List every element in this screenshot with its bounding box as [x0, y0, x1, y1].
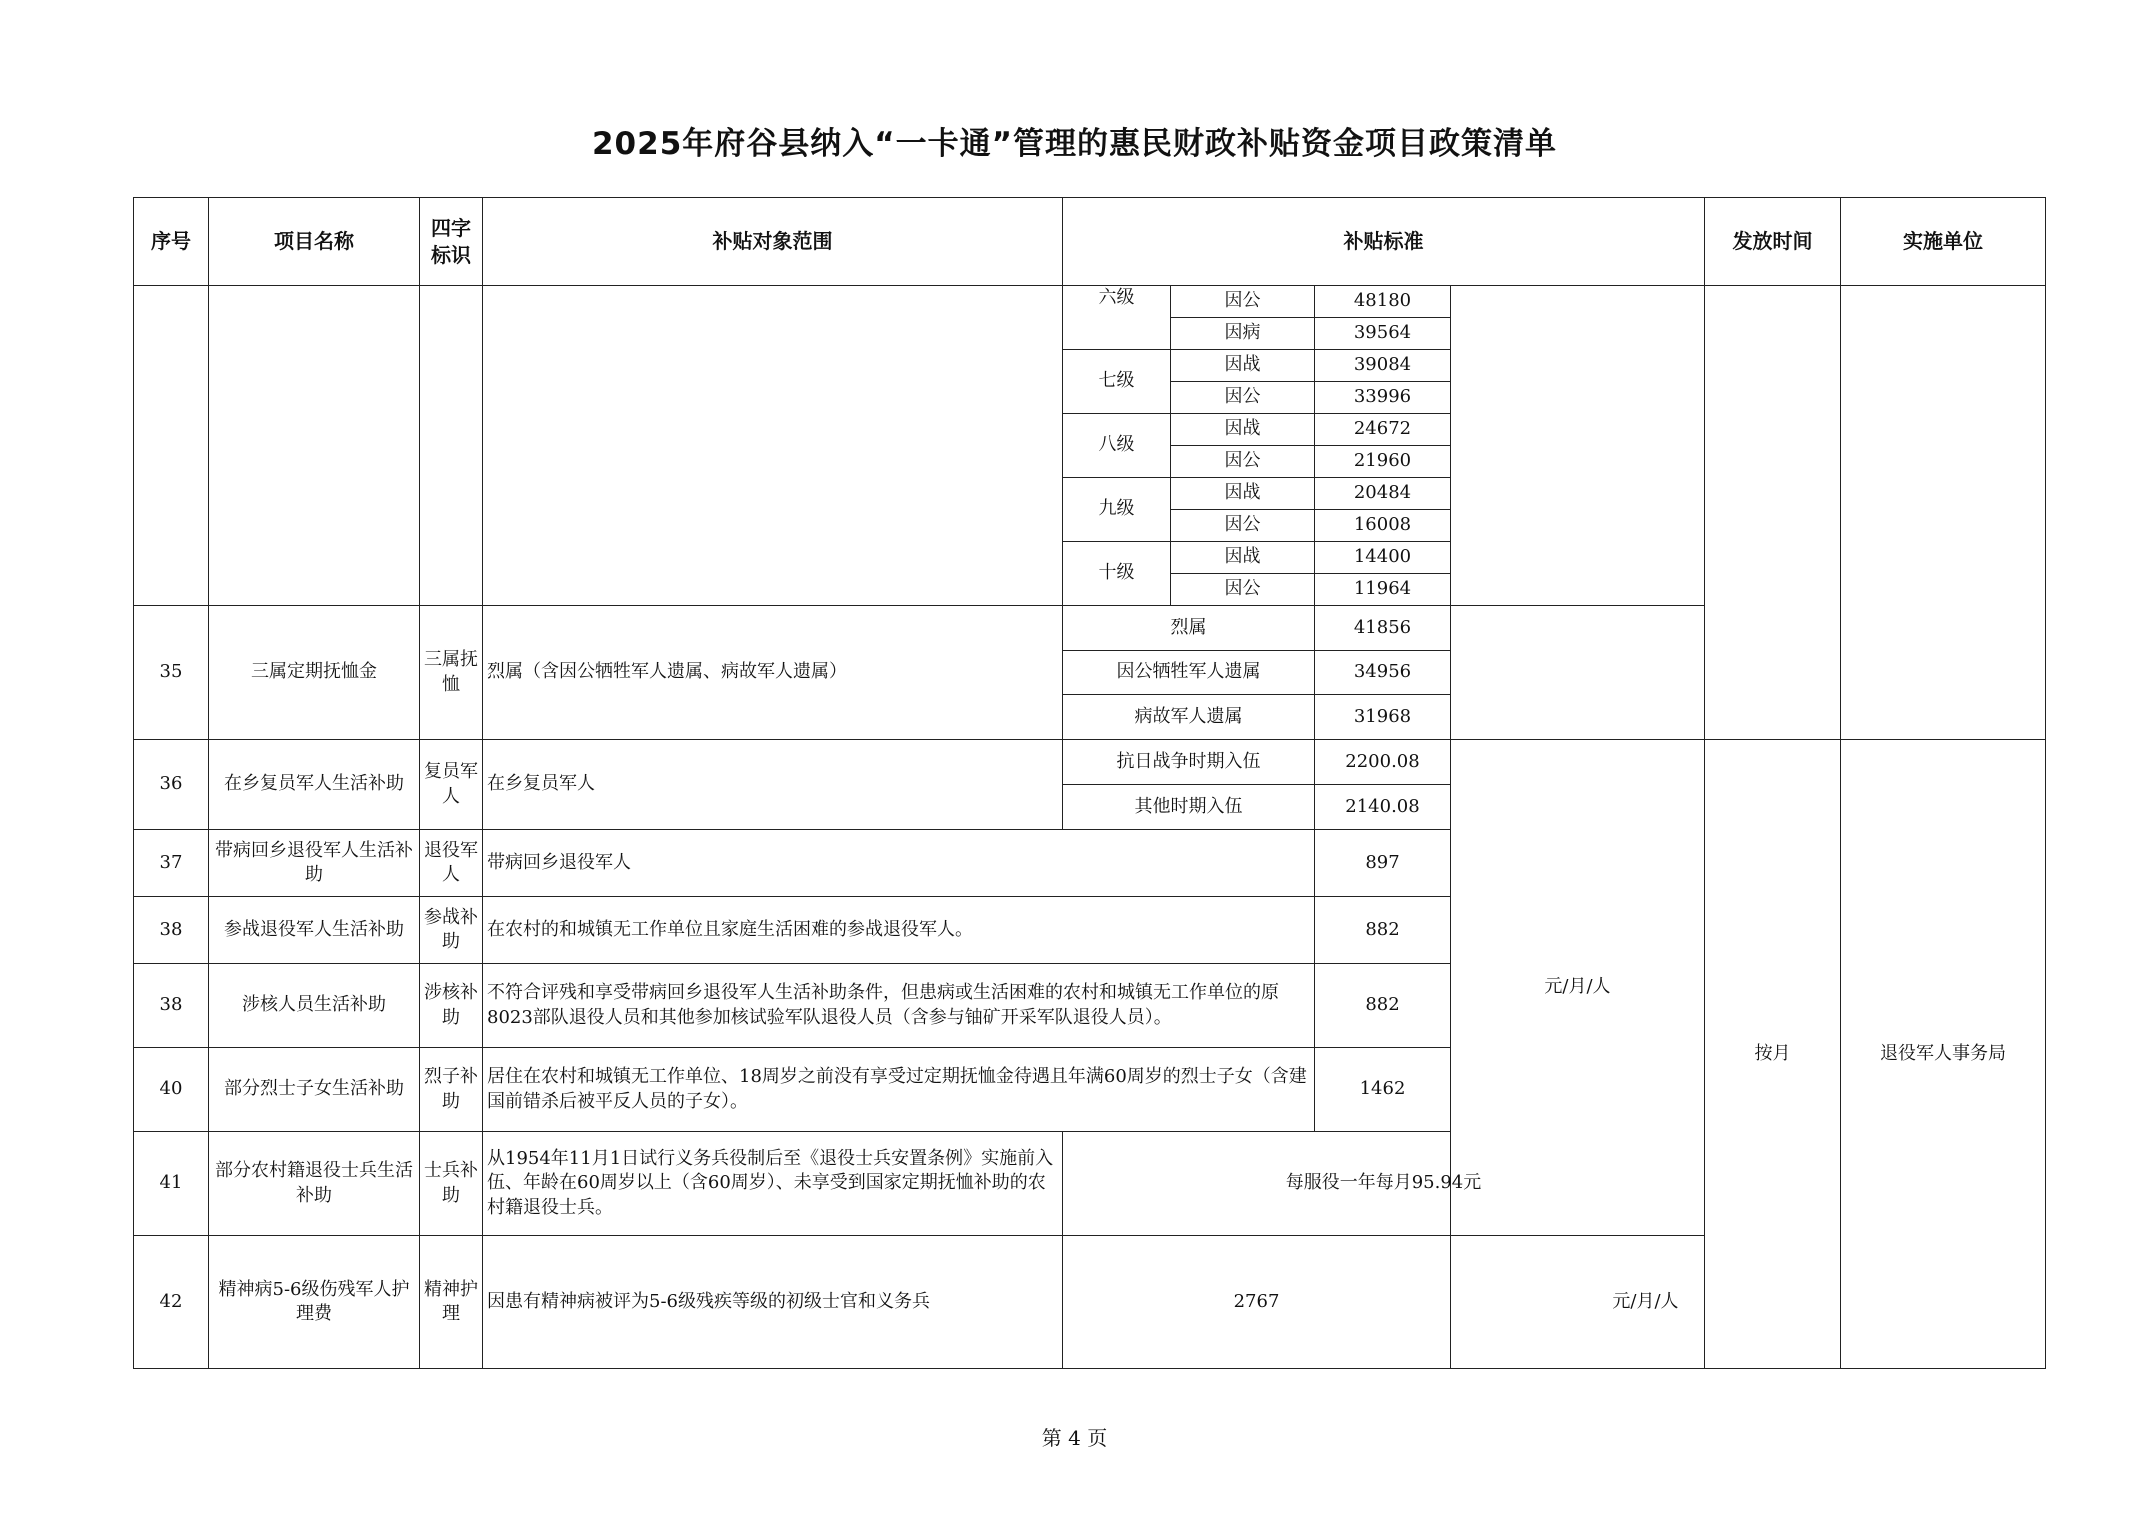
- row-scope: 因患有精神病被评为5-6级残疾等级的初级士官和义务兵: [483, 1236, 1063, 1369]
- row-scope: 不符合评残和享受带病回乡退役军人生活补助条件，但患病或生活困难的农村和城镇无工作单位的原8023部队退役人员和其他参加核试验军队退役人员（含参与铀矿开采军队退役人员）。: [483, 964, 1315, 1048]
- row-seq: 38: [134, 897, 209, 964]
- grade-type: 因战: [1171, 542, 1315, 574]
- row-name: 部分农村籍退役士兵生活补助: [209, 1132, 420, 1236]
- item-amount: 31968: [1315, 695, 1451, 740]
- row-amount: 2767: [1063, 1236, 1451, 1369]
- grade-type: 因公: [1171, 382, 1315, 414]
- row-amount: 882: [1315, 964, 1451, 1048]
- row-tag: 涉核补助: [420, 964, 483, 1048]
- header-time: 发放时间: [1705, 198, 1841, 286]
- grade-type: 因公: [1171, 510, 1315, 542]
- grade-label: 八级: [1063, 414, 1171, 478]
- row-name: 精神病5-6级伤残军人护理费: [209, 1236, 420, 1369]
- cont-seq-cell: [134, 286, 209, 606]
- grade-amount: 20484: [1315, 478, 1451, 510]
- page-number: 第 4 页: [1041, 1426, 1108, 1450]
- row-amount: 882: [1315, 897, 1451, 964]
- header-seq: 序号: [134, 198, 209, 286]
- grade-label: 十级: [1063, 542, 1171, 606]
- row-name: 部分烈士子女生活补助: [209, 1048, 420, 1132]
- grade-label: 六级: [1063, 286, 1171, 350]
- item-label: 抗日战争时期入伍: [1063, 740, 1315, 785]
- row-name: 带病回乡退役军人生活补助: [209, 830, 420, 897]
- row-seq: 36: [134, 740, 209, 830]
- grade-amount: 14400: [1315, 542, 1451, 574]
- row-scope: 从1954年11月1日试行义务兵役制后至《退役士兵安置条例》实施前入伍、年龄在60周岁以上（含60周岁）、未享受到国家定期抚恤补助的农村籍退役士兵。: [483, 1132, 1063, 1236]
- grade-amount: 48180: [1315, 286, 1451, 318]
- header-tag: 四字标识: [420, 198, 483, 286]
- row-tag: 三属抚恤: [420, 606, 483, 740]
- item-label: 其他时期入伍: [1063, 785, 1315, 830]
- item-label: 因公牺牲军人遗属: [1063, 651, 1315, 695]
- table-row: [134, 286, 2046, 318]
- grade-type: 因公: [1171, 446, 1315, 478]
- row-tag: 士兵补助: [420, 1132, 483, 1236]
- cont-tag-cell: [420, 286, 483, 606]
- grade-amount: 21960: [1315, 446, 1451, 478]
- table-row: [134, 1236, 2046, 1369]
- item-label: 烈属: [1063, 606, 1315, 651]
- grade-type: 因战: [1171, 414, 1315, 446]
- row-seq: 40: [134, 1048, 209, 1132]
- row-scope: 在农村的和城镇无工作单位且家庭生活困难的参战退役军人。: [483, 897, 1315, 964]
- cont-time-cell: [1705, 286, 1841, 740]
- header-scope: 补贴对象范围: [483, 198, 1063, 286]
- row-tag: 烈子补助: [420, 1048, 483, 1132]
- row-name: 涉核人员生活补助: [209, 964, 420, 1048]
- grade-amount: 39084: [1315, 350, 1451, 382]
- row-scope: 烈属（含因公牺牲军人遗属、病故军人遗属）: [483, 606, 1063, 740]
- row-name: 在乡复员军人生活补助: [209, 740, 420, 830]
- group-unit: 元/月/人: [1451, 740, 1705, 1236]
- grade-label: 九级: [1063, 478, 1171, 542]
- page-title: 2025年府谷县纳入“一卡通”管理的惠民财政补贴资金项目政策清单: [591, 126, 1558, 162]
- grade-amount: 24672: [1315, 414, 1451, 446]
- group-time: 按月: [1705, 740, 1841, 1369]
- group-agency: 退役军人事务局: [1841, 740, 2046, 1369]
- row-tag: 精神护理: [420, 1236, 483, 1369]
- grade-type: 因病: [1171, 318, 1315, 350]
- row-scope: 带病回乡退役军人: [483, 830, 1315, 897]
- grade-amount: 11964: [1315, 574, 1451, 606]
- cont-name-cell: [209, 286, 420, 606]
- row-seq: 35: [134, 606, 209, 740]
- row-name: 三属定期抚恤金: [209, 606, 420, 740]
- header-row: [134, 198, 2046, 286]
- grade-type: 因战: [1171, 350, 1315, 382]
- grade-type: 因战: [1171, 478, 1315, 510]
- header-standard: 补贴标准: [1063, 198, 1705, 286]
- row-amount: 897: [1315, 830, 1451, 897]
- cont-unit-cell: [1451, 286, 1705, 606]
- row-tag: 参战补助: [420, 897, 483, 964]
- row-tag: 退役军人: [420, 830, 483, 897]
- cont-agency-cell: [1841, 286, 2046, 740]
- row-seq: 42: [134, 1236, 209, 1369]
- row-seq: 41: [134, 1132, 209, 1236]
- row-scope: 居住在农村和城镇无工作单位、18周岁之前没有享受过定期抚恤金待遇且年满60周岁的烈士子女（含建国前错杀后被平反人员的子女）。: [483, 1048, 1315, 1132]
- grade-label: 七级: [1063, 350, 1171, 414]
- grade-amount: 16008: [1315, 510, 1451, 542]
- item-amount: 41856: [1315, 606, 1451, 651]
- item-label: 病故军人遗属: [1063, 695, 1315, 740]
- grade-amount: 39564: [1315, 318, 1451, 350]
- policy-table: [133, 197, 2046, 1369]
- r35-unit-cell: [1451, 606, 1705, 740]
- row-name: 参战退役军人生活补助: [209, 897, 420, 964]
- row-seq: 37: [134, 830, 209, 897]
- grade-amount: 33996: [1315, 382, 1451, 414]
- header-name: 项目名称: [209, 198, 420, 286]
- table-row: [134, 740, 2046, 785]
- item-amount: 2140.08: [1315, 785, 1451, 830]
- grade-type: 因公: [1171, 574, 1315, 606]
- row-standard: 每服役一年每月95.94元: [1063, 1132, 1705, 1236]
- row-seq: 38: [134, 964, 209, 1048]
- row-tag: 复员军人: [420, 740, 483, 830]
- row-unit: 元/月/人: [1451, 1236, 1841, 1369]
- row-amount: 1462: [1315, 1048, 1451, 1132]
- item-amount: 2200.08: [1315, 740, 1451, 785]
- header-unit: 实施单位: [1841, 198, 2046, 286]
- grade-type: 因公: [1171, 286, 1315, 318]
- row-scope: 在乡复员军人: [483, 740, 1063, 830]
- item-amount: 34956: [1315, 651, 1451, 695]
- cont-scope-cell: [483, 286, 1063, 606]
